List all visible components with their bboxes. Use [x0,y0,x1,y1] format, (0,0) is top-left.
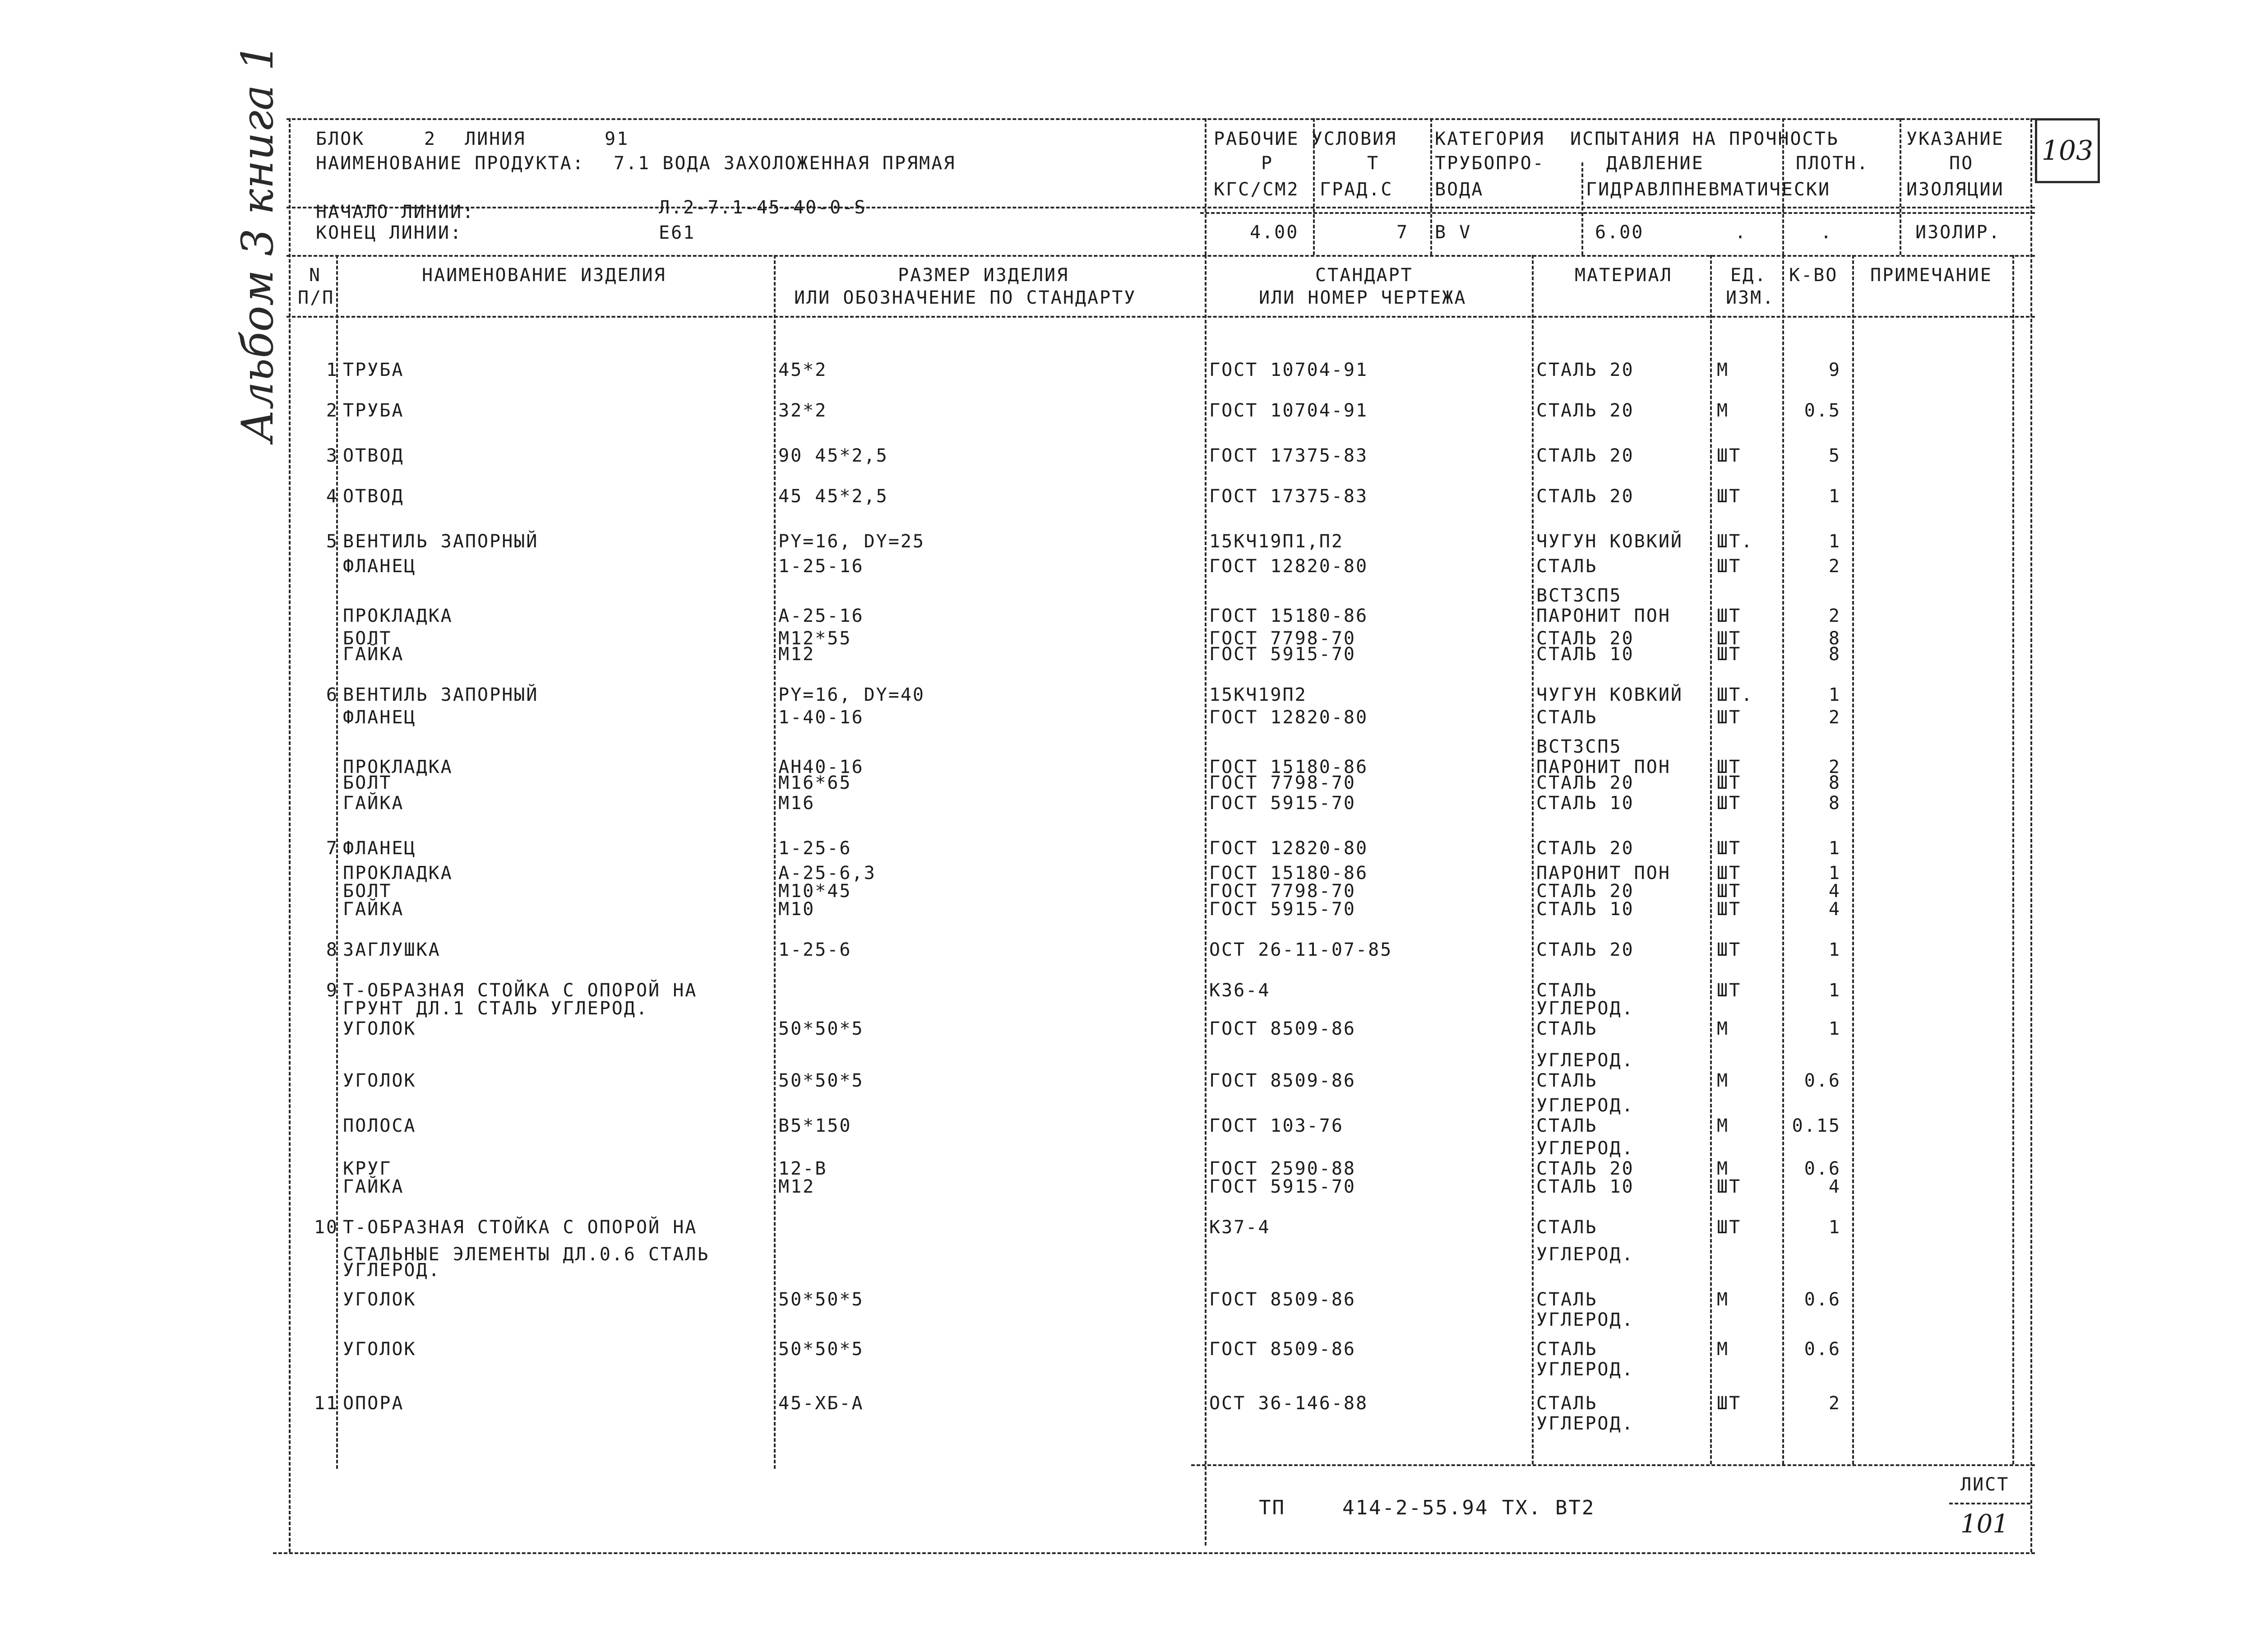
cell-mat: ЧУГУН КОВКИЙ [1536,685,1683,705]
cell-n: 10 [314,1217,338,1238]
cell-size: 50*50*5 [778,1339,864,1360]
col-num-line1: N [309,265,322,286]
block-label: БЛОК [316,129,365,149]
frame-right-line [2030,118,2032,1552]
cell-std: ГОСТ 8509-86 [1209,1018,1356,1039]
header-bottom-line [287,255,2035,257]
cell-mat: УГЛЕРОД. [1536,998,1634,1019]
cell-unit: М [1717,1158,1729,1179]
cell-qty: 0.5 [1804,400,1841,421]
cell-size: М12*55 [778,628,852,649]
cell-qty: 9 [1828,360,1841,380]
cell-unit: ШТ [1717,939,1742,960]
start-value: Л.2-7.1-45-40-0-S [659,197,867,218]
col-sep-qty [1852,255,1854,1464]
cell-mat: СТАЛЬ 20 [1536,939,1634,960]
cell-mat: СТАЛЬ [1536,980,1598,1001]
cell-std: ГОСТ 7798-70 [1209,628,1356,649]
cell-mat: СТАЛЬ 20 [1536,881,1634,902]
cell-mat: УГЛЕРОД. [1536,1244,1634,1265]
cell-name: УГОЛОК [343,1018,416,1039]
cell-qty: 1 [1828,1018,1841,1039]
cell-size: А-25-6,3 [778,863,876,884]
work-conditions-title: РАБОЧИЕ УСЛОВИЯ [1214,129,1397,149]
cell-qty: 8 [1828,644,1841,665]
cell-qty: 5 [1828,445,1841,466]
cell-std: ГОСТ 10704-91 [1209,360,1368,380]
conditions-divider-line [1200,212,2035,214]
cell-size: М12 [778,644,815,665]
cell-std: ГОСТ 5915-70 [1209,1176,1356,1197]
value-category: В V [1435,222,1472,243]
cell-unit: ШТ [1717,1176,1742,1197]
col-sep-name [774,255,776,1469]
cell-name: ПРОКЛАДКА [343,863,453,884]
cell-name: ВЕНТИЛЬ ЗАПОРНЫЙ [343,531,539,552]
cell-qty: 0.15 [1792,1115,1841,1136]
cell-mat: ПАРОНИТ ПОН [1536,606,1671,626]
cell-qty: 8 [1828,793,1841,814]
product-label: НАИМЕНОВАНИЕ ПРОДУКТА: [316,153,585,174]
cell-size: 1-25-6 [778,838,852,859]
cell-std: ГОСТ 15180-86 [1209,863,1368,884]
cell-mat: СТАЛЬ 20 [1536,628,1634,649]
cell-name: ГАЙКА [343,644,404,665]
cell-name: БОЛТ [343,628,392,649]
cell-std: К37-4 [1209,1217,1271,1238]
cell-mat: СТАЛЬ [1536,1115,1598,1136]
cell-name: УГЛЕРОД. [343,1260,441,1281]
cell-n: 2 [326,400,338,421]
cell-n: 9 [326,980,338,1001]
cell-name: ТРУБА [343,400,404,421]
cell-mat: ПАРОНИТ ПОН [1536,757,1671,777]
cell-unit: ШТ [1717,980,1742,1001]
cell-size: М16*65 [778,773,852,793]
cell-name: ОПОРА [343,1393,404,1414]
cell-n: 8 [326,939,338,960]
cell-n: 3 [326,445,338,466]
cell-unit: ШТ. [1717,531,1754,552]
cell-mat: УГЛЕРОД. [1536,1413,1634,1434]
cell-qty: 1 [1828,685,1841,705]
cell-qty: 2 [1828,606,1841,626]
value-density: . [1821,222,1833,243]
cell-qty: 1 [1828,863,1841,884]
value-p: 4.00 [1250,222,1299,243]
cell-qty: 1 [1828,980,1841,1001]
header-test-sep [1581,162,1583,255]
cell-name: УГОЛОК [343,1070,416,1091]
cell-qty: 1 [1828,838,1841,859]
cell-size: 1-40-16 [778,707,864,728]
cell-qty: 2 [1828,556,1841,577]
cell-unit: ШТ [1717,486,1742,507]
cell-name: ГАЙКА [343,1176,404,1197]
cell-size: М12 [778,1176,815,1197]
cell-mat: СТАЛЬ [1536,1393,1598,1414]
cell-size: 50*50*5 [778,1070,864,1091]
cell-std: ГОСТ 7798-70 [1209,881,1356,902]
col-sep-std [1532,255,1534,1464]
cell-n: 6 [326,685,338,705]
cell-qty: 1 [1828,531,1841,552]
cell-name: БОЛТ [343,881,392,902]
frame-top-line [287,118,2035,120]
col-sep-note [2012,255,2014,1464]
cell-name: ГАЙКА [343,793,404,814]
doc-code: 414-2-55.94 ТХ. ВТ2 [1342,1496,1595,1519]
footer-top-line [1191,1464,2035,1466]
p-unit: КГС/СМ2 [1214,179,1299,200]
cell-std: ОСТ 36-146-88 [1209,1393,1368,1414]
header-cat-sep [1430,118,1432,255]
cell-unit: ШТ [1717,606,1742,626]
cell-size: М10*45 [778,881,852,902]
sheet-label: ЛИСТ [1960,1474,2010,1495]
col-sep-num [336,255,338,1469]
cell-size: 45-ХБ-А [778,1393,864,1414]
value-hydraulic: 6.00 [1595,222,1644,243]
cell-qty: 2 [1828,707,1841,728]
cell-qty: 2 [1828,757,1841,777]
cell-unit: М [1717,360,1729,380]
cell-unit: ШТ [1717,773,1742,793]
cell-std: К36-4 [1209,980,1271,1001]
col-note-header: ПРИМЕЧАНИЕ [1870,265,1992,286]
cell-mat: СТАЛЬ [1536,1339,1598,1360]
cell-unit: ШТ [1717,899,1742,920]
cell-unit: М [1717,1070,1729,1091]
cell-size: 50*50*5 [778,1018,864,1039]
doc-prefix: ТП [1259,1496,1285,1519]
cell-mat: УГЛЕРОД. [1536,1138,1634,1159]
cell-qty: 1 [1828,939,1841,960]
hydraulic-label: ГИДРАВЛ [1586,179,1672,200]
cell-std: ГОСТ 15180-86 [1209,757,1368,777]
cell-size: М16 [778,793,815,814]
cell-unit: М [1717,400,1729,421]
cell-size: М10 [778,899,815,920]
cell-name: ЗАГЛУШКА [343,939,441,960]
cell-name: ГРУНТ ДЛ.1 СТАЛЬ УГЛЕРОД. [343,998,649,1019]
density-label: ПЛОТН. [1796,153,1869,174]
cell-mat: СТАЛЬ 20 [1536,486,1634,507]
cell-std: ГОСТ 8509-86 [1209,1289,1356,1310]
cell-unit: ШТ [1717,445,1742,466]
p-label: P [1261,153,1274,174]
t-label: T [1367,153,1380,174]
cell-n: 11 [314,1393,338,1414]
cell-mat: СТАЛЬ 20 [1536,773,1634,793]
cell-name: ПРОКЛАДКА [343,757,453,777]
cell-name: ГАЙКА [343,899,404,920]
cell-size: 45*2 [778,360,828,380]
cell-mat: СТАЛЬ 20 [1536,445,1634,466]
cell-size: PY=16, DY=40 [778,685,925,705]
cell-size: 45 45*2,5 [778,486,888,507]
cell-mat: УГЛЕРОД. [1536,1310,1634,1330]
cell-mat: ВСТ3СП5 [1536,736,1622,757]
tests-title: ИСПЫТАНИЯ НА ПРОЧНОСТЬ [1570,129,1839,149]
cell-size: 32*2 [778,400,828,421]
cell-std: ГОСТ 103-76 [1209,1115,1344,1136]
cell-qty: 0.6 [1804,1070,1841,1091]
cell-name: ФЛАНЕЦ [343,556,416,577]
block-value: 2 [424,129,437,149]
cell-name: Т-ОБРАЗНАЯ СТОЙКА С ОПОРОЙ НА [343,980,698,1001]
cell-mat: СТАЛЬ 10 [1536,644,1634,665]
cell-qty: 0.6 [1804,1289,1841,1310]
cell-name: УГОЛОК [343,1289,416,1310]
end-value: Е61 [659,222,696,243]
cell-size: 90 45*2,5 [778,445,888,466]
col-size-line2: ИЛИ ОБОЗНАЧЕНИЕ ПО СТАНДАРТУ [794,287,1137,308]
pneumatic-label: ПНЕВМАТИЧЕСКИ [1672,179,1831,200]
cell-unit: ШТ [1717,1217,1742,1238]
cell-unit: ШТ [1717,793,1742,814]
cell-std: ГОСТ 7798-70 [1209,773,1356,793]
cell-size: 50*50*5 [778,1289,864,1310]
cell-std: ГОСТ 12820-80 [1209,838,1368,859]
cell-std: ГОСТ 5915-70 [1209,644,1356,665]
cell-qty: 4 [1828,899,1841,920]
col-std-line1: СТАНДАРТ [1315,265,1413,286]
value-pneumatic: . [1735,222,1747,243]
page-stamp: 103 [2035,118,2100,183]
cell-name: ТРУБА [343,360,404,380]
cell-size: 1-25-6 [778,939,852,960]
cell-std: ГОСТ 12820-80 [1209,556,1368,577]
insulation-line3: ИЗОЛЯЦИИ [1906,179,2004,200]
line-value: 91 [605,129,629,149]
cell-std: ГОСТ 8509-86 [1209,1339,1356,1360]
cell-unit: ШТ [1717,757,1742,777]
cell-unit: ШТ [1717,881,1742,902]
col-qty-header: К-ВО [1789,265,1838,286]
cell-std: ГОСТ 15180-86 [1209,606,1368,626]
category-line1: КАТЕГОРИЯ [1435,129,1545,149]
cell-qty: 0.6 [1804,1158,1841,1179]
pressure-label: ДАВЛЕНИЕ [1606,153,1704,174]
cell-qty: 0.6 [1804,1339,1841,1360]
cell-mat: СТАЛЬ [1536,1217,1598,1238]
cell-std: ГОСТ 5915-70 [1209,899,1356,920]
header-divider-line [287,207,2035,208]
cell-size: 1-25-16 [778,556,864,577]
cell-mat: УГЛЕРОД. [1536,1050,1634,1071]
header-ins-sep [1900,118,1901,255]
cell-name: СТАЛЬНЫЕ ЭЛЕМЕНТЫ ДЛ.0.6 СТАЛЬ [343,1244,710,1265]
col-sep-mat [1710,255,1712,1464]
value-t: 7 [1396,222,1409,243]
cell-qty: 2 [1828,1393,1841,1414]
cell-std: 15КЧ19П1,П2 [1209,531,1344,552]
cell-mat: ЧУГУН КОВКИЙ [1536,531,1683,552]
cell-size: А-25-16 [778,606,864,626]
value-insulation: ИЗОЛИР. [1915,222,2001,243]
cell-mat: СТАЛЬ [1536,1070,1598,1091]
cell-qty: 1 [1828,1217,1841,1238]
cell-n: 4 [326,486,338,507]
cell-unit: ШТ [1717,1393,1742,1414]
cell-n: 7 [326,838,338,859]
frame-left-line [289,118,291,1552]
col-material-header: МАТЕРИАЛ [1575,265,1673,286]
col-unit-line1: ЕД. [1730,265,1767,286]
cell-mat: СТАЛЬ [1536,1289,1598,1310]
cell-unit: ШТ [1717,863,1742,884]
cell-name: ПРОКЛАДКА [343,606,453,626]
cell-mat: СТАЛЬ 20 [1536,1158,1634,1179]
cell-name: ВЕНТИЛЬ ЗАПОРНЫЙ [343,685,539,705]
cell-mat: СТАЛЬ [1536,1018,1598,1039]
cell-qty: 4 [1828,1176,1841,1197]
cell-std: ОСТ 26-11-07-85 [1209,939,1393,960]
cell-mat: СТАЛЬ 20 [1536,838,1634,859]
cell-mat: ВСТ3СП5 [1536,585,1622,606]
cell-mat: СТАЛЬ 10 [1536,1176,1634,1197]
cell-n: 5 [326,531,338,552]
cell-std: ГОСТ 8509-86 [1209,1070,1356,1091]
col-size-line1: РАЗМЕР ИЗДЕЛИЯ [898,265,1069,286]
cell-mat: СТАЛЬ [1536,707,1598,728]
cell-unit: М [1717,1339,1729,1360]
category-line3: ВОДА [1435,179,1484,200]
cell-name: ФЛАНЕЦ [343,838,416,859]
cell-std: ГОСТ 2590-88 [1209,1158,1356,1179]
cell-unit: М [1717,1115,1729,1136]
cell-unit: ШТ. [1717,685,1754,705]
cell-name: ПОЛОСА [343,1115,416,1136]
cell-size: АН40-16 [778,757,864,777]
cell-std: ГОСТ 12820-80 [1209,707,1368,728]
cell-name: УГОЛОК [343,1339,416,1360]
cell-std: ГОСТ 10704-91 [1209,400,1368,421]
cell-unit: ШТ [1717,838,1742,859]
start-label: НАЧАЛО ЛИНИИ: [316,202,475,222]
cell-unit: М [1717,1018,1729,1039]
cell-mat: УГЛЕРОД. [1536,1095,1634,1116]
cell-name: КРУГ [343,1158,392,1179]
cell-std: ГОСТ 17375-83 [1209,486,1368,507]
cell-qty: 4 [1828,881,1841,902]
cell-qty: 1 [1828,486,1841,507]
col-num-line2: П/П [298,287,335,308]
cell-n: 1 [326,360,338,380]
cell-name: ОТВОД [343,486,404,507]
t-unit: ГРАД.С [1320,179,1393,200]
cell-mat: ПАРОНИТ ПОН [1536,863,1671,884]
cell-name: ОТВОД [343,445,404,466]
cell-std: 15КЧ19П2 [1209,685,1307,705]
cell-name: ФЛАНЕЦ [343,707,416,728]
col-unit-line2: ИЗМ. [1726,287,1775,308]
sheet-number: 101 [1960,1509,2009,1539]
col-sep-size [1205,255,1207,1546]
cell-mat: СТАЛЬ 20 [1536,400,1634,421]
line-label: ЛИНИЯ [465,129,526,149]
cell-unit: М [1717,1289,1729,1310]
cell-mat: СТАЛЬ 10 [1536,793,1634,814]
margin-note: Альбом 3 книга 1 [232,43,283,442]
col-std-line2: ИЛИ НОМЕР ЧЕРТЕЖА [1259,287,1467,308]
cell-mat: СТАЛЬ [1536,556,1598,577]
cell-name: БОЛТ [343,773,392,793]
col-name-header: НАИМЕНОВАНИЕ ИЗДЕЛИЯ [422,265,666,286]
cell-unit: ШТ [1717,556,1742,577]
cell-size: PY=16, DY=25 [778,531,925,552]
col-sep-unit [1782,255,1784,1464]
cell-size: 12-В [778,1158,828,1179]
colhead-bottom-line [287,316,2035,318]
cell-qty: 8 [1828,773,1841,793]
cell-std: ГОСТ 17375-83 [1209,445,1368,466]
cell-mat: УГЛЕРОД. [1536,1359,1634,1380]
header-left-sep [1205,118,1207,255]
sheet-divider [1949,1503,2030,1504]
cell-std: ГОСТ 5915-70 [1209,793,1356,814]
cell-mat: СТАЛЬ 20 [1536,360,1634,380]
product-value: 7.1 ВОДА ЗАХОЛОЖЕННАЯ ПРЯМАЯ [614,153,956,174]
insulation-line2: ПО [1949,153,1974,174]
cell-size: В5*150 [778,1115,852,1136]
cell-qty: 8 [1828,628,1841,649]
category-line2: ТРУБОПРО- [1435,153,1545,174]
cell-name: Т-ОБРАЗНАЯ СТОЙКА С ОПОРОЙ НА [343,1217,698,1238]
insulation-line1: УКАЗАНИЕ [1906,129,2004,149]
cell-unit: ШТ [1717,707,1742,728]
cell-unit: ШТ [1717,644,1742,665]
cell-mat: СТАЛЬ 10 [1536,899,1634,920]
cell-unit: ШТ [1717,628,1742,649]
frame-bottom-line [273,1552,2035,1554]
end-label: КОНЕЦ ЛИНИИ: [316,222,462,243]
